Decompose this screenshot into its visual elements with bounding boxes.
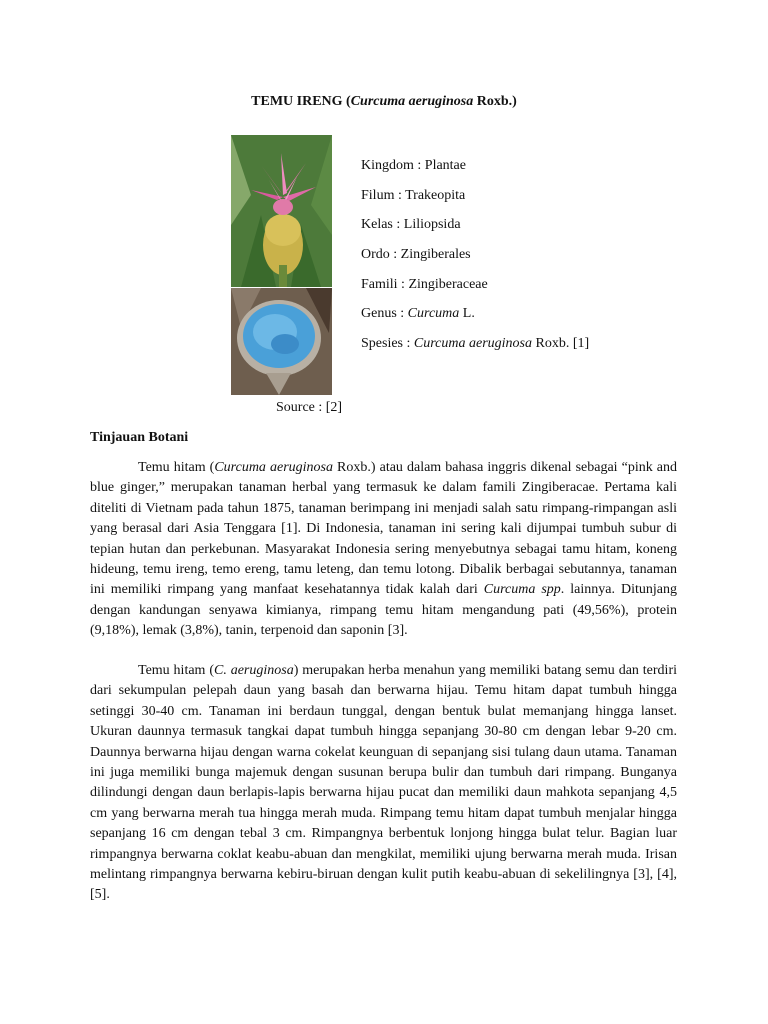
taxonomy-kingdom: Kingdom : Plantae	[361, 158, 466, 173]
taxonomy-genus: Genus : Curcuma L.	[361, 306, 475, 322]
section-heading: Tinjauan Botani	[90, 430, 189, 445]
rhizome-cross-section-photo	[231, 288, 332, 395]
paragraph-1: Temu hitam (Curcuma aeruginosa Roxb.) atau dalam bahasa inggris dikenal sebagai “pink and blue ginger,” merupakan tanaman herbal yang termasuk ke dalam famili Zingiberacae. Pertama kali diteliti di Vietnam pada tahun 1875, tanaman berimpang ini menjadi salah satu rimpang-rimpangan asli yang berasal dari Asia Tenggara [1]. Di Indonesia, tanaman ini sering kali dijumpai tumbuh subur di tepian hutan dan perkebunan. Masyarakat Indonesia sering menyebutnya sebagai tamu hitam, koneng hideung, temu ireng, temo ereng, tamu leteng, dan temu lotong. Dibalik berbagai sebutannya, tanaman ini memiliki rimpang yang manfaat kesehatannya tidak kalah dari Curcuma spp. lainnya. Ditunjang dengan kandungan senyawa kimianya, rimpang temu hitam mengandung pati (49,56%), protein (9,18%), lemak (3,8%), tanin, terpenoid dan saponin [3].	[90, 460, 677, 639]
source-caption: Source : [2]	[276, 400, 343, 415]
taxonomy-kelas: Kelas : Liliopsida	[361, 217, 461, 233]
taxonomy-filum: Filum : Trakeopita	[361, 187, 466, 203]
paragraph-2: Temu hitam (C. aeruginosa) merupakan herba menahun yang memiliki batang semu dan terdiri dari sekumpulan pelepah daun yang basah dan berwarna hijau. Temu hitam dapat tumbuh hingga setinggi 30-40 cm. Tanaman ini berdaun tunggal, dengan bentuk bulat memanjang hingga lanset. Ukuran daunnya termasuk tangkai dapat tumbuh hingga sepanjang 30-80 cm dengan lebar 9-20 cm. Daunnya berwarna hijau dengan warna cokelat keunguan di sepanjang sisi tulang daun utama. Tanaman ini juga memiliki bunga majemuk dengan susunan berupa bulir dan tumbuh dari rimpang. Bunganya dilindungi dengan daun berlapis-lapis berwarna hijau pucat dan memiliki daun mahkota sepanjang 4,5 cm yang berwarna merah tua hingga merah muda. Rimpang temu hitam dapat tumbuh menjalar hingga sepanjang 16 cm dengan tebal 3 cm. Rimpangnya berbentuk lonjong hingga bulat telur. Bagian luar rimpangnya berwarna coklat keabu-abuan dan mengkilat, memiliki ujung berwarna merah muda. Irisan melintang rimpangnya berwarna kebiru-biruan dengan kulit putih keabu-abuan di sekelilingnya [3], [4], [5].	[90, 663, 677, 903]
taxonomy-ordo: Ordo : Zingiberales	[361, 247, 471, 263]
taxonomy-spesies: Spesies : Curcuma aeruginosa Roxb. [1]	[361, 336, 590, 352]
photo-panel	[231, 135, 332, 395]
taxonomy-famili: Famili : Zingiberaceae	[361, 276, 488, 292]
taxonomy-list	[361, 156, 589, 364]
document-title: TEMU IRENG (Curcuma aeruginosa Roxb.)	[251, 94, 517, 109]
plant-flower-photo	[231, 135, 332, 287]
